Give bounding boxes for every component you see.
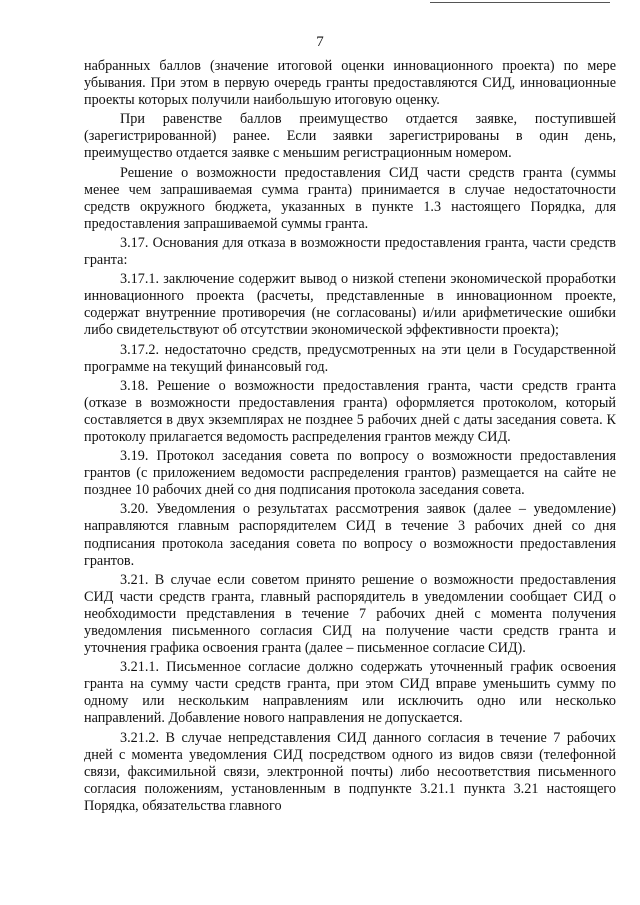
paragraph: 3.17.1. заключение содержит вывод о низкой степени экономической проработки инновационного проекта (расчеты, представленные в инновационном проекте, содержат внутренние противоречия (не согласованы) и/или арифметические ошибки либо свидетельствуют об отсутствии экономической эффективности проекта); (84, 271, 616, 339)
paragraph: 3.19. Протокол заседания совета по вопросу о возможности предоставления грантов (с приложением ведомости распределения грантов) размещается на сайте не позднее 10 рабочих дней со дня подписания протокола заседания совета. (84, 448, 616, 499)
paragraph: 3.21.1. Письменное согласие должно содержать уточненный график освоения гранта на сумму части средств гранта, при этом СИД вправе уменьшить сумму по одному или нескольким направлениям или исключить одно или несколько направлений. Добавление нового направления не допускается. (84, 659, 616, 727)
document-body (84, 58, 616, 817)
page-number: 7 (316, 34, 324, 50)
paragraph: 3.21. В случае если советом принято решение о возможности предоставления СИД части средств гранта, главный распорядитель в уведомлении сообщает СИД о необходимости представления в течение 7 рабочих дней с момента получения уведомления письменного согласия СИД на получение части средств гранта и уточнения графика освоения гранта (далее – письменное согласие СИД). (84, 571, 616, 657)
paragraph: 3.17. Основания для отказа в возможности предоставления гранта, части средств гранта: (84, 234, 616, 269)
paragraph: 3.17.2. недостаточно средств, предусмотренных на эти цели в Государственной программе на текущий финансовый год. (84, 341, 616, 375)
paragraph: При равенстве баллов преимущество отдается заявке, поступившей (зарегистрированной) ранее. Если заявки зарегистрированы в один день, преимущество отдается заявке с меньшим регистрационным номером. (84, 111, 616, 162)
paragraph: 3.18. Решение о возможности предоставления гранта, части средств гранта (отказе в возможности предоставления гранта) оформляется протоколом, который составляется в двух экземплярах не позднее 5 рабочих дней с даты заседания совета. К протоколу прилагается ведомость распределения грантов между СИД. (84, 377, 616, 445)
paragraph: набранных баллов (значение итоговой оценки инновационного проекта) по мере убывания. При этом в первую очередь гранты предоставляются СИД, инновационные проекты которых получили наибольшую итоговую оценку. (84, 58, 616, 109)
top-rule (430, 2, 610, 3)
paragraph: 3.21.2. В случае непредставления СИД данного согласия в течение 7 рабочих дней с момента уведомления СИД посредством одного из видов связи (телефонной связи, факсимильной связи, электронной почты) либо несоответствия письменного согласия положениям, установленным в подпункте 3.21.1 пункта 3.21 настоящего Порядка, обязательства главного (84, 729, 616, 814)
paragraph: Решение о возможности предоставления СИД части средств гранта (суммы менее чем запрашиваемая сумма гранта) принимается в случае недостаточности средств окружного бюджета, указанных в пункте 1.3 настоящего Порядка, для предоставления запрашиваемой суммы гранта. (84, 164, 616, 232)
paragraph: 3.20. Уведомления о результатах рассмотрения заявок (далее – уведомление) направляются главным распорядителем СИД в течение 3 рабочих дней со дня подписания протокола заседания совета по вопросу о возможности предоставления грантов. (84, 501, 616, 569)
